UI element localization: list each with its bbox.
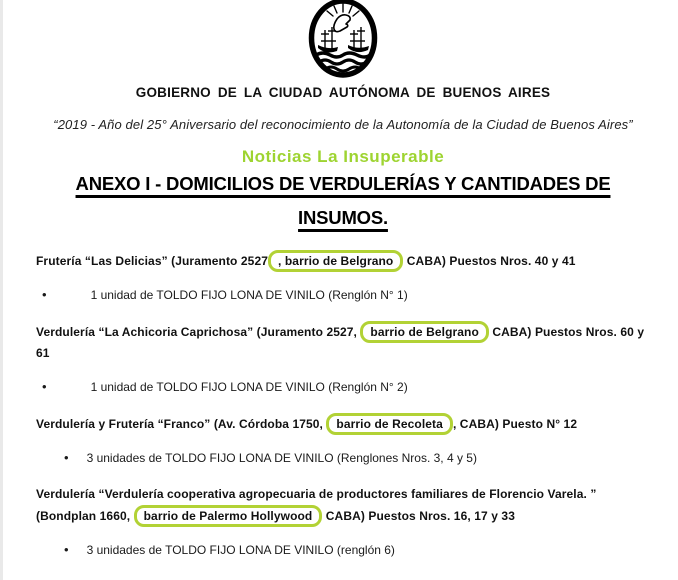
entry-text-pre: Verdulería “Verdulería cooperativa agropecuaria de productores familiares de Florencio Varela. ” (Bondplan 1660,	[36, 487, 597, 523]
annex-title	[36, 167, 650, 235]
entry-heading	[36, 251, 650, 273]
watermark-text: Noticias La Insuperable	[241, 147, 445, 166]
barrio-highlight: barrio de Recoleta	[326, 413, 453, 435]
list-item	[36, 378, 650, 397]
coat-of-arms-icon	[307, 0, 379, 78]
entry-text-post: CABA) Puestos Nros. 60 y 61	[36, 324, 645, 361]
barrio-highlight: barrio de Palermo Hollywood	[134, 505, 323, 527]
entries-list	[36, 251, 650, 559]
annex-title-line2: INSUMOS.	[298, 207, 388, 229]
bullet-text: 1 unidad de TOLDO FIJO LONA DE VINILO (Renglón N° 1)	[90, 288, 408, 303]
bullet-icon: •	[64, 449, 69, 465]
bullet-icon: •	[42, 379, 47, 395]
scan-edge-artifact	[0, 0, 3, 580]
year-quote: “2019 - Año del 25° Aniversario del reconocimiento de la Autonomía de la Ciudad de Buenos Aires”	[53, 117, 633, 132]
entry-text-pre: Verdulería “La Achicoria Caprichosa” (Juramento 2527,	[36, 324, 361, 339]
entry-text-post: , CABA) Puesto N° 12	[452, 416, 578, 431]
bullet-icon: •	[42, 287, 47, 303]
bullet-text: 1 unidad de TOLDO FIJO LONA DE VINILO (Renglón N° 2)	[90, 380, 408, 395]
barrio-highlight: barrio de Belgrano	[360, 321, 489, 343]
annex-title-line1: ANEXO I - DOMICILIOS DE VERDULERÍAS Y CANTIDADES DE	[75, 173, 611, 194]
bullet-text: 3 unidades de TOLDO FIJO LONA DE VINILO (Renglones Nros. 3, 4 y 5)	[86, 450, 477, 465]
barrio-highlight: , barrio de Belgrano	[268, 250, 403, 272]
entry-text-pre: Frutería “Las Delicias” (Juramento 2527	[36, 254, 268, 269]
list-item	[36, 541, 650, 560]
entry-heading	[36, 484, 650, 527]
list-item	[36, 286, 650, 305]
bullet-icon: •	[64, 541, 69, 557]
list-item	[36, 449, 650, 468]
entry-heading	[36, 322, 650, 365]
entry-text-post: CABA) Puestos Nros. 16, 17 y 33	[322, 508, 515, 523]
bullet-text: 3 unidades de TOLDO FIJO LONA DE VINILO (renglón 6)	[86, 542, 395, 557]
entry-heading	[36, 414, 650, 436]
org-name: GOBIERNO DE LA CIUDAD AUTÓNOMA DE BUENOS AIRES	[135, 85, 551, 100]
coat-of-arms-logo	[36, 0, 650, 78]
entry-text-post: CABA) Puestos Nros. 40 y 41	[403, 254, 576, 269]
entry-text-pre: Verdulería y Frutería “Franco” (Av. Córdoba 1750,	[36, 416, 327, 431]
